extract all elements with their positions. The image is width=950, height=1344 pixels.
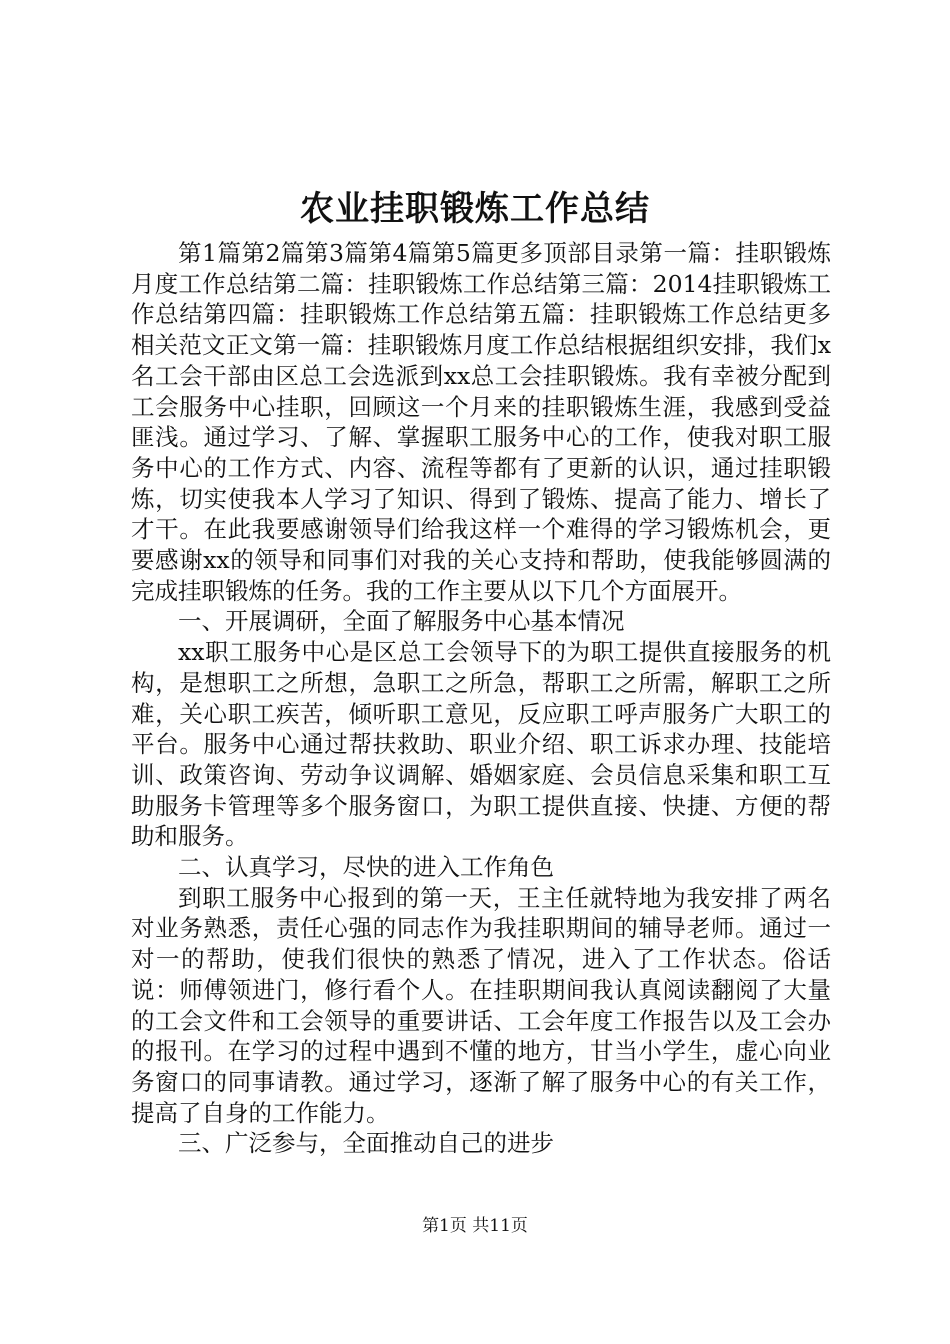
section-heading-1: 一、开展调研，全面了解服务中心基本情况: [178, 607, 625, 636]
intro-paragraph: 第1篇第2篇第3篇第4篇第5篇更多顶部目录第一篇：挂职锻炼月度工作总结第二篇：挂职锻炼工作总结第三篇：2014挂职锻炼工作总结第四篇：挂职锻炼工作总结第五篇：挂职锻炼工作总结更多相关范文正文第一篇：挂职锻炼月度工作总结根据组织安排，我们x名工会干部由区总工会选派到xx总工会挂职锻炼。我有幸被分配到工会服务中心挂职，回顾这一个月来的挂职锻炼生涯，我感到受益匪浅。通过学习、了解、掌握职工服务中心的工作，使我对职工服务中心的工作方式、内容、流程等都有了更新的认识，通过挂职锻炼，切实使我本人学习了知识、得到了锻炼、提高了能力、增长了才干。在此我要感谢领导们给我这样一个难得的学习锻炼机会，更要感谢xx的领导和同事们对我的关心支持和帮助，使我能够圆满的完成挂职锻炼的任务。我的工作主要从以下几个方面展开。: [131, 239, 831, 605]
section-2-paragraph: 到职工服务中心报到的第一天，王主任就特地为我安排了两名对业务熟悉，责任心强的同志作为我挂职期间的辅导老师。通过一对一的帮助，使我们很快的熟悉了情况，进入了工作状态。俗话说：师傅领进门，修行看个人。在挂职期间我认真阅读翻阅了大量的工会文件和工会领导的重要讲话、工会年度工作报告以及工会办的报刊。在学习的过程中遇到不懂的地方，甘当小学生，虚心向业务窗口的同事请教。通过学习，逐渐了解了服务中心的有关工作，提高了自身的工作能力。: [131, 883, 831, 1127]
page-number-footer: 第1页 共11页: [422, 1216, 528, 1236]
section-1-paragraph: xx职工服务中心是区总工会领导下的为职工提供直接服务的机构，是想职工之所想，急职工之所急，帮职工之所需，解职工之所难，关心职工疾苦，倾听职工意见，反应职工呼声服务广大职工的平台。服务中心通过帮扶救助、职业介绍、职工诉求办理、技能培训、政策咨询、劳动争议调解、婚姻家庭、会员信息采集和职工互助服务卡管理等多个服务窗口，为职工提供直接、快捷、方便的帮助和服务。: [131, 638, 831, 851]
section-heading-2: 二、认真学习，尽快的进入工作角色: [178, 853, 554, 882]
section-heading-3: 三、广泛参与，全面推动自己的进步: [178, 1129, 554, 1158]
document-title: 农业挂职锻炼工作总结: [300, 189, 650, 229]
document-body: [131, 238, 831, 1159]
